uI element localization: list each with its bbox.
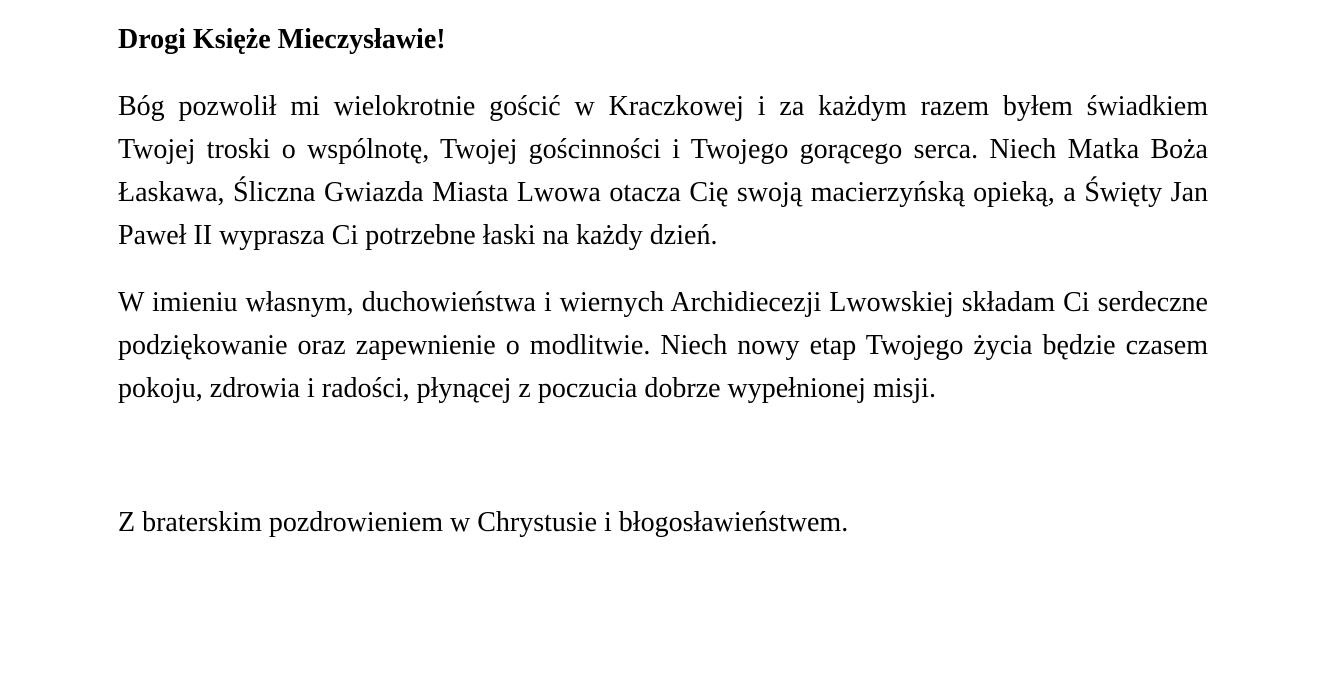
letter-paragraph-1: Bóg pozwolił mi wielokrotnie gościć w Kraczkowej i za każdym razem byłem świadkiem Twojej troski o wspólnotę, Twojej gościnności i Twojego gorącego serca. Niech Matka Boża Łaskawa, Śliczna Gwiazda Miasta Lwowa otacza Cię swoją macierzyńską opieką, a Święty Jan Paweł II wyprasza Ci potrzebne łaski na każdy dzień. xyxy=(118,91,1208,251)
letter-salutation: Drogi Księże Mieczysławie! xyxy=(118,24,446,55)
letter-paragraph-2: W imieniu własnym, duchowieństwa i wiernych Archidiecezji Lwowskiej składam Ci serdeczne podziękowanie oraz zapewnienie o modlitwie. Niech nowy etap Twojego życia będzie czasem pokoju, zdrowia i radości, płynącej z poczucia dobrze wypełnionej misji. xyxy=(118,287,1208,404)
letter-closing: Z braterskim pozdrowieniem w Chrystusie i błogosławieństwem. xyxy=(118,507,849,538)
